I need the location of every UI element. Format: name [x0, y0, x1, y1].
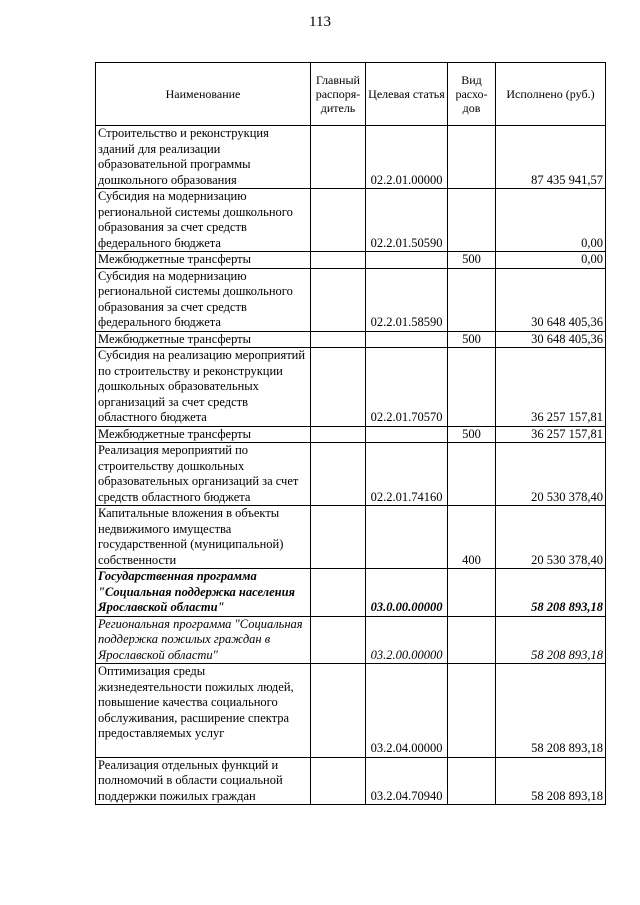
cell-admin: [311, 616, 366, 664]
cell-amount: 0,00: [496, 189, 606, 252]
cell-amount: 30 648 405,36: [496, 331, 606, 348]
cell-name: Межбюджетные трансферты: [96, 252, 311, 269]
table-row: [96, 126, 606, 189]
cell-amount: 58 208 893,18: [496, 616, 606, 664]
cell-name: Государственная программа "Социальная поддержка населения Ярославской области": [96, 569, 311, 617]
cell-kind: [448, 189, 496, 252]
cell-amount: 30 648 405,36: [496, 268, 606, 331]
table-header-row: [96, 63, 606, 126]
table-row: [96, 252, 606, 269]
header-name: Наименование: [96, 63, 311, 126]
cell-kind: 500: [448, 252, 496, 269]
cell-admin: [311, 348, 366, 427]
cell-target: [366, 252, 448, 269]
header-kind: Вид расхо-дов: [448, 63, 496, 126]
cell-kind: [448, 616, 496, 664]
cell-amount: 0,00: [496, 252, 606, 269]
header-executed: Исполнено (руб.): [496, 63, 606, 126]
cell-name: Субсидия на реализацию мероприятий по строительству и реконструкции дошкольных образовательных организаций за счет средств областного бюджета: [96, 348, 311, 427]
table-row: [96, 616, 606, 664]
cell-kind: [448, 268, 496, 331]
table-body: [96, 126, 606, 805]
table-row: [96, 664, 606, 758]
cell-kind: [448, 348, 496, 427]
cell-kind: 400: [448, 506, 496, 569]
cell-amount: 20 530 378,40: [496, 506, 606, 569]
header-target: Целевая статья: [366, 63, 448, 126]
cell-admin: [311, 189, 366, 252]
cell-admin: [311, 126, 366, 189]
cell-name: Межбюджетные трансферты: [96, 426, 311, 443]
table-row: [96, 189, 606, 252]
table-row: [96, 426, 606, 443]
cell-name: Реализация мероприятий по строительству дошкольных образовательных организаций за счет средств областного бюджета: [96, 443, 311, 506]
cell-amount: 58 208 893,18: [496, 664, 606, 758]
cell-admin: [311, 426, 366, 443]
cell-target: 02.2.01.50590: [366, 189, 448, 252]
cell-target: 02.2.01.00000: [366, 126, 448, 189]
table-row: [96, 506, 606, 569]
cell-admin: [311, 506, 366, 569]
cell-kind: [448, 443, 496, 506]
cell-name: Региональная программа "Социальная поддержка пожилых граждан в Ярославской области": [96, 616, 311, 664]
cell-kind: 500: [448, 331, 496, 348]
cell-name: Реализация отдельных функций и полномочий в области социальной поддержки пожилых граждан: [96, 757, 311, 805]
budget-table: [95, 62, 606, 805]
cell-target: [366, 331, 448, 348]
header-admin: Главный распоря-дитель: [311, 63, 366, 126]
table-row: [96, 569, 606, 617]
cell-target: [366, 426, 448, 443]
cell-target: 02.2.01.58590: [366, 268, 448, 331]
table-row: [96, 757, 606, 805]
cell-amount: 58 208 893,18: [496, 757, 606, 805]
cell-amount: 20 530 378,40: [496, 443, 606, 506]
cell-kind: [448, 126, 496, 189]
cell-target: 03.2.04.70940: [366, 757, 448, 805]
cell-amount: 36 257 157,81: [496, 426, 606, 443]
cell-target: 02.2.01.70570: [366, 348, 448, 427]
cell-name: Строительство и реконструкция зданий для реализации образовательной программы дошкольного образования: [96, 126, 311, 189]
cell-name: Капитальные вложения в объекты недвижимого имущества государственной (муниципальной) собственности: [96, 506, 311, 569]
cell-amount: 58 208 893,18: [496, 569, 606, 617]
cell-name: Межбюджетные трансферты: [96, 331, 311, 348]
cell-admin: [311, 252, 366, 269]
page-number: 113: [309, 14, 331, 30]
cell-name: Субсидия на модернизацию региональной системы дошкольного образования за счет средств федерального бюджета: [96, 189, 311, 252]
cell-kind: [448, 569, 496, 617]
cell-admin: [311, 268, 366, 331]
cell-kind: [448, 664, 496, 758]
cell-amount: 87 435 941,57: [496, 126, 606, 189]
cell-kind: 500: [448, 426, 496, 443]
cell-name: Субсидия на модернизацию региональной системы дошкольного образования за счет средств федерального бюджета: [96, 268, 311, 331]
cell-target: [366, 506, 448, 569]
table-row: [96, 331, 606, 348]
cell-admin: [311, 569, 366, 617]
cell-target: 03.2.04.00000: [366, 664, 448, 758]
cell-admin: [311, 331, 366, 348]
cell-target: 03.2.00.00000: [366, 616, 448, 664]
cell-admin: [311, 757, 366, 805]
table-row: [96, 443, 606, 506]
cell-target: 03.0.00.00000: [366, 569, 448, 617]
table-row: [96, 268, 606, 331]
table-row: [96, 348, 606, 427]
cell-admin: [311, 443, 366, 506]
cell-kind: [448, 757, 496, 805]
cell-admin: [311, 664, 366, 758]
cell-name: Оптимизация среды жизнедеятельности пожилых людей, повышение качества социального обслуживания, расширение спектра предоставляемых услуг: [96, 664, 311, 758]
cell-amount: 36 257 157,81: [496, 348, 606, 427]
cell-target: 02.2.01.74160: [366, 443, 448, 506]
